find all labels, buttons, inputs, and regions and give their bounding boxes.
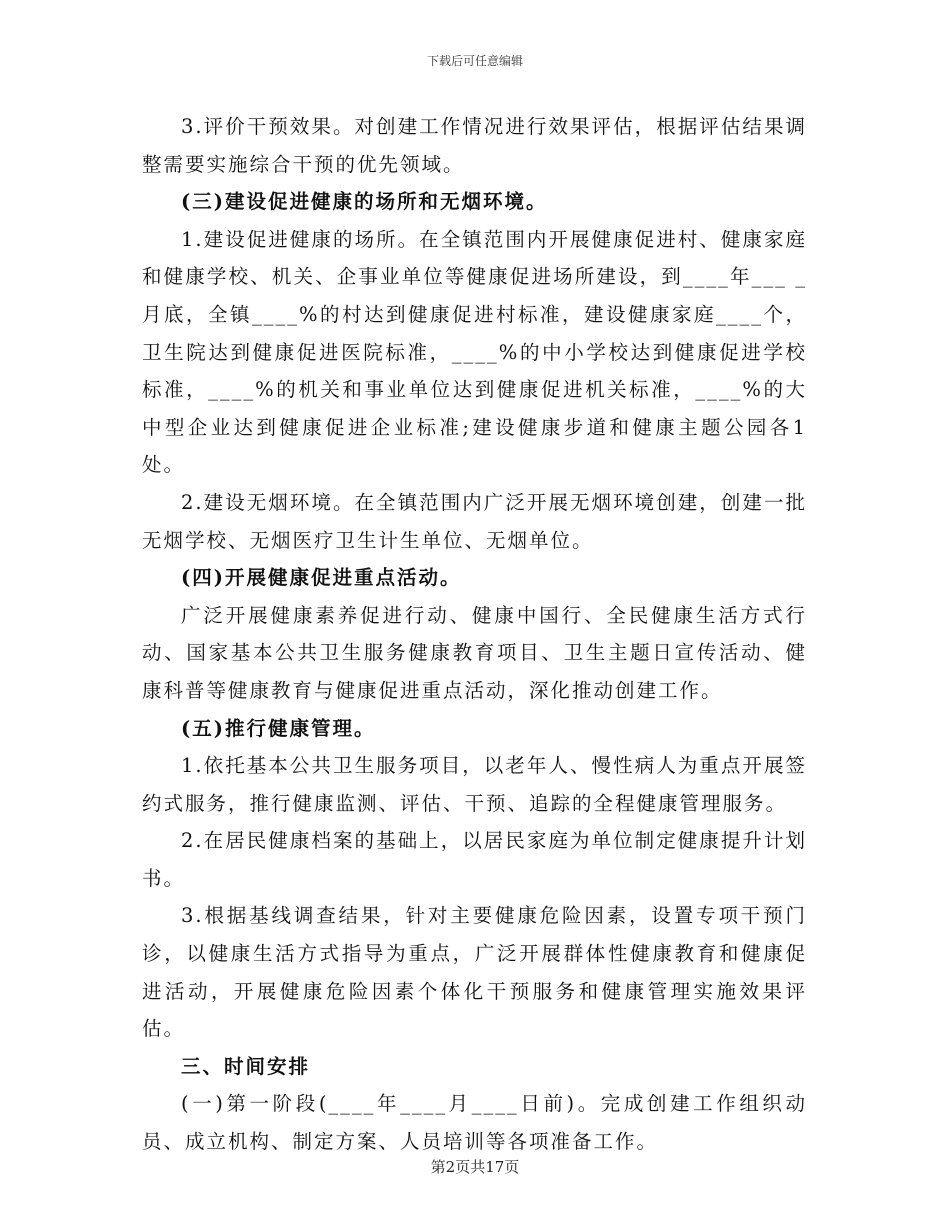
document-body — [142, 108, 807, 1161]
paragraph: 3.根据基线调查结果，针对主要健康危险因素，设置专项干预门诊，以健康生活方式指导为重点，广泛开展群体性健康教育和健康促进活动，开展健康危险因素个体化干预服务和健康管理实施效果评估。 — [142, 904, 807, 1041]
section-heading: (四)开展健康促进重点活动。 — [181, 566, 462, 590]
paragraph: 3.评价干预效果。对创建工作情况进行效果评估，根据评估结果调整需要实施综合干预的优先领域。 — [142, 115, 807, 176]
page-footer: 第2页共17页 — [430, 1158, 520, 1176]
paragraph: 1.依托基本公共卫生服务项目，以老年人、慢性病人为重点开展签约式服务，推行健康监测、评估、干预、追踪的全程健康管理服务。 — [142, 754, 807, 815]
section-heading: (三)建设促进健康的场所和无烟环境。 — [181, 190, 548, 214]
paragraph: 2.在居民健康档案的基础上，以居民家庭为单位制定健康提升计划书。 — [142, 829, 807, 890]
page-header: 下载后可任意编辑 — [426, 54, 523, 68]
paragraph: 广泛开展健康素养促进行动、健康中国行、全民健康生活方式行动、国家基本公共卫生服务健康教育项目、卫生主题日宣传活动、健康科普等健康教育与健康促进重点活动，深化推动创建工作。 — [142, 603, 807, 702]
paragraph: 1.建设促进健康的场所。在全镇范围内开展健康促进村、健康家庭和健康学校、机关、企事业单位等健康促进场所建设，到____年___ _月底，全镇____%的村达到健康促进村标准，建设健康家庭____个，卫生院达到健康促进医院标准，____%的中小学校达到健康促进学校标准，____%的机关和事业单位达到健康促进机关标准，____%的大中型企业达到健康促进企业标准;建设健康步道和健康主题公园各1处。 — [142, 227, 807, 477]
section-heading: (五)推行健康管理。 — [181, 716, 376, 740]
paragraph: 2.建设无烟环境。在全镇范围内广泛开展无烟环境创建，创建一批无烟学校、无烟医疗卫生计生单位、无烟单位。 — [142, 490, 807, 552]
paragraph: (一)第一阶段(____年____月____日前)。完成创建工作组织动员、成立机构、制定方案、人员培训等各项准备工作。 — [142, 1092, 807, 1154]
section-heading: 三、时间安排 — [181, 1054, 311, 1078]
